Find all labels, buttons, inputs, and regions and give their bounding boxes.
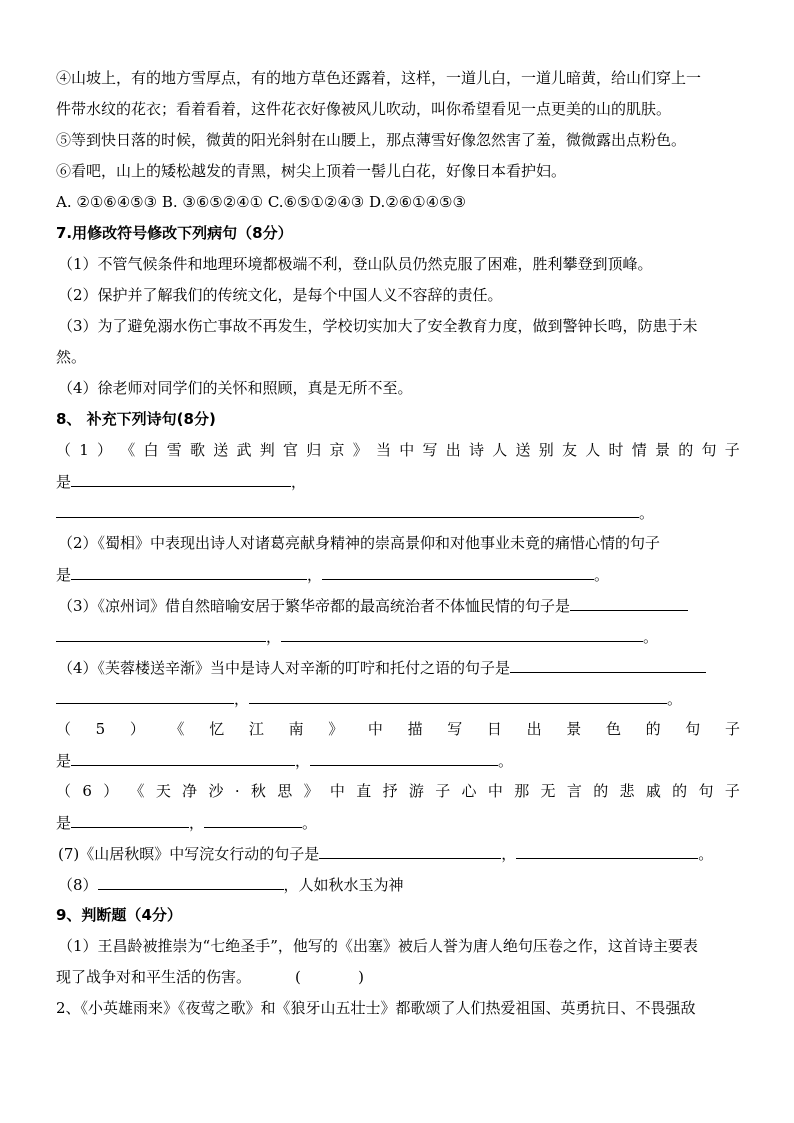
q7-item-4: （4）徐老师对同学们的关怀和照顾，真是无所不至。	[58, 379, 413, 397]
prompt-char: 的	[678, 441, 694, 459]
prompt-char: 诗	[469, 441, 485, 459]
period: 。	[698, 845, 714, 863]
prompt-char: 江	[248, 720, 264, 738]
period: 。	[498, 752, 514, 770]
q8-item-4-prompt	[56, 652, 740, 683]
prompt-char: 别	[538, 441, 554, 459]
exam-page	[56, 63, 740, 1024]
prompt-char: 6	[82, 782, 92, 800]
q9-item-1-cont	[56, 962, 740, 993]
answer-blank[interactable]	[98, 869, 284, 890]
prompt-text: ，人如秋水玉为神	[283, 876, 404, 894]
prompt-char: 中	[367, 720, 383, 738]
prompt-char: 沙	[208, 782, 224, 800]
prompt-text: （4）《芙蓉楼送辛渐》当中是诗人对辛渐的叮咛和托付之语的句子是	[58, 659, 511, 677]
q8-item-6-prompt	[56, 776, 740, 807]
answer-blank[interactable]	[56, 497, 639, 518]
answer-blank[interactable]	[516, 838, 698, 859]
q8-item-3-answer	[56, 621, 740, 652]
prompt-char: 游	[408, 782, 424, 800]
prompt-char: 归	[306, 441, 322, 459]
prompt-text: (7)《山居秋暝》中写浣女行动的句子是	[58, 845, 320, 863]
comma: ，	[234, 690, 250, 708]
prompt-char: 人	[492, 441, 508, 459]
q9-title: 9、判断题（4分）	[56, 906, 182, 924]
prompt-char: ）	[103, 782, 119, 800]
prompt-char: 时	[608, 441, 624, 459]
q8-item-6-answer	[56, 807, 740, 838]
q8-item-5-answer	[56, 745, 740, 776]
answer-blank[interactable]	[322, 559, 594, 580]
prompt-char: 句	[698, 782, 714, 800]
prompt-char: 武	[236, 441, 252, 459]
lead-char: 是	[56, 473, 72, 491]
prompt-char: （	[56, 720, 72, 738]
q7-item-3: （3）为了避免溺水伤亡事故不再发生，学校切实加大了安全教育力度，做到警钟长鸣，防患于未	[58, 317, 698, 335]
text-line: ⑥看吧，山上的矮松越发的青黑，树尖上顶着一髻儿白花，好像日本看护妇。	[56, 162, 567, 180]
prompt-char: （	[56, 782, 72, 800]
prompt-char: 子	[724, 441, 740, 459]
prompt-char: 出	[445, 441, 461, 459]
answer-blank[interactable]	[56, 683, 234, 704]
judgment-parentheses[interactable]: ( )	[295, 968, 364, 986]
text-line: ⑤等到快日落的时候，微黄的阳光斜射在山腰上，那点薄雪好像忽然害了羞，微微露出点粉色。	[56, 131, 687, 149]
prompt-char: 中	[487, 782, 503, 800]
prompt-char: 雪	[166, 441, 182, 459]
prompt-char: 当	[376, 441, 392, 459]
period: 。	[594, 566, 610, 584]
q8-item-7	[56, 838, 740, 869]
prompt-char: 白	[143, 441, 159, 459]
answer-blank[interactable]	[570, 590, 688, 611]
prompt-char: 那	[514, 782, 530, 800]
prompt-char: 悲	[619, 782, 635, 800]
prompt-char: 净	[182, 782, 198, 800]
prompt-char: 歌	[190, 441, 206, 459]
q8-title: 8、 补充下列诗句(8分)	[56, 410, 216, 428]
lead-char: 是	[56, 566, 72, 584]
prompt-char: 判	[259, 441, 275, 459]
q8-item-3-prompt	[56, 590, 740, 621]
text-line: 件带水纹的花衣；看着看着，这件花衣好像被风儿吹动，叫你希望看见一点更美的山的肌肤。	[56, 100, 672, 118]
prompt-char: 官	[283, 441, 299, 459]
q9-item-1: （1）王昌龄被推崇为“七绝圣手”，他写的《出塞》被后人誉为唐人绝句压卷之作，这首诗主要表	[58, 937, 698, 955]
prompt-char: 描	[407, 720, 423, 738]
q8-item-4-answer	[56, 683, 740, 714]
prompt-char: 》	[352, 441, 368, 459]
prompt-char: 1	[79, 441, 89, 459]
prompt-char: 《	[169, 720, 185, 738]
prompt-char: 的	[593, 782, 609, 800]
prompt-char: ·	[234, 782, 240, 800]
q8-item-1-answer	[56, 466, 740, 497]
lead-char: 是	[56, 814, 72, 832]
prompt-char: 人	[585, 441, 601, 459]
period: 。	[643, 628, 659, 646]
answer-blank[interactable]	[71, 745, 295, 766]
prompt-text: （3）《凉州词》借自然暗喻安居于繁华帝都的最高统治者不体恤民情的句子是	[58, 597, 571, 615]
prompt-char: 写	[422, 441, 438, 459]
prompt-char: 直	[356, 782, 372, 800]
answer-blank[interactable]	[71, 559, 307, 580]
answer-blank[interactable]	[319, 838, 501, 859]
prompt-char: 京	[329, 441, 345, 459]
q7-title: 7.用修改符号修改下列病句（8分）	[56, 224, 293, 242]
prompt-char: 戚	[645, 782, 661, 800]
answer-blank[interactable]	[56, 621, 266, 642]
prompt-char: 抒	[382, 782, 398, 800]
prompt-char: 景	[655, 441, 671, 459]
prompt-char: 友	[562, 441, 578, 459]
answer-blank[interactable]	[71, 466, 291, 487]
period: 。	[667, 690, 683, 708]
prompt-char: 忆	[209, 720, 225, 738]
prompt-char: 南	[288, 720, 304, 738]
prompt-char: ）	[129, 720, 145, 738]
prompt-char: 景	[566, 720, 582, 738]
q8-item-2-prompt: （2）《蜀相》中表现出诗人对诸葛亮献身精神的崇高景仰和对他事业未竟的痛惜心情的句子	[58, 534, 661, 552]
prompt-char: 的	[672, 782, 688, 800]
answer-blank[interactable]	[204, 807, 302, 828]
q8-item-5-prompt	[56, 714, 740, 745]
prompt-char: （	[56, 441, 72, 459]
prompt-char: 句	[701, 441, 717, 459]
prompt-char: 《	[120, 441, 136, 459]
prompt-char: 的	[645, 720, 661, 738]
comma: ，	[501, 845, 517, 863]
prompt-char: 送	[213, 441, 229, 459]
prompt-char: 思	[277, 782, 293, 800]
prompt-text: （8）	[58, 876, 98, 894]
prompt-char: 出	[526, 720, 542, 738]
comma: ，	[295, 752, 311, 770]
prompt-char: 》	[303, 782, 319, 800]
prompt-char: 句	[685, 720, 701, 738]
answer-blank[interactable]	[249, 683, 667, 704]
comma: ，	[189, 814, 205, 832]
q7-item-3-cont: 然。	[56, 348, 87, 366]
prompt-char: 子	[724, 782, 740, 800]
prompt-char: 心	[461, 782, 477, 800]
prompt-char: 无	[540, 782, 556, 800]
lead-char: 是	[56, 752, 72, 770]
prompt-text: 现了战争对和平生活的伤害。	[56, 968, 252, 986]
prompt-char: 色	[605, 720, 621, 738]
q8-item-2-answer	[56, 559, 740, 590]
prompt-char: 送	[515, 441, 531, 459]
prompt-char: 秋	[250, 782, 266, 800]
answer-blank[interactable]	[281, 621, 643, 642]
prompt-char: 日	[486, 720, 502, 738]
prompt-char: 天	[155, 782, 171, 800]
comma: ，	[307, 566, 323, 584]
prompt-char: 中	[329, 782, 345, 800]
period: 。	[302, 814, 318, 832]
prompt-char: 《	[129, 782, 145, 800]
prompt-char: 中	[399, 441, 415, 459]
q7-item-2: （2）保护并了解我们的传统文化，是每个中国人义不容辞的责任。	[58, 286, 503, 304]
q8-item-1-prompt	[56, 435, 740, 466]
prompt-char: 5	[95, 720, 106, 738]
period: 。	[639, 504, 655, 522]
answer-options: A. ②①⑥④⑤③ B. ③⑥⑤②④① C.⑥⑤①②④③ D.②⑥①④⑤③	[56, 193, 466, 211]
answer-blank[interactable]	[71, 807, 189, 828]
prompt-char: 情	[631, 441, 647, 459]
prompt-char: 子	[435, 782, 451, 800]
prompt-char: 子	[724, 720, 740, 738]
q9-item-2: 2、《小英雄雨来》《夜莺之歌》和《狼牙山五壮士》都歌颂了人们热爱祖国、英勇抗日、不畏强敌	[56, 999, 696, 1017]
prompt-char: ）	[97, 441, 113, 459]
q8-item-1-answer-2	[56, 497, 740, 528]
comma: ，	[291, 473, 307, 491]
prompt-char: 写	[447, 720, 463, 738]
text-line: ④山坡上，有的地方雪厚点，有的地方草色还露着，这样，一道儿白，一道儿暗黄，给山们穿上一	[56, 69, 702, 87]
prompt-char: 》	[328, 720, 344, 738]
answer-blank[interactable]	[510, 652, 706, 673]
q8-item-8	[56, 869, 740, 900]
answer-blank[interactable]	[310, 745, 498, 766]
q7-item-1: （1）不管气候条件和地理环境都极端不利，登山队员仍然克服了困难，胜利攀登到顶峰。	[58, 255, 653, 273]
prompt-char: 言	[566, 782, 582, 800]
comma: ，	[266, 628, 282, 646]
